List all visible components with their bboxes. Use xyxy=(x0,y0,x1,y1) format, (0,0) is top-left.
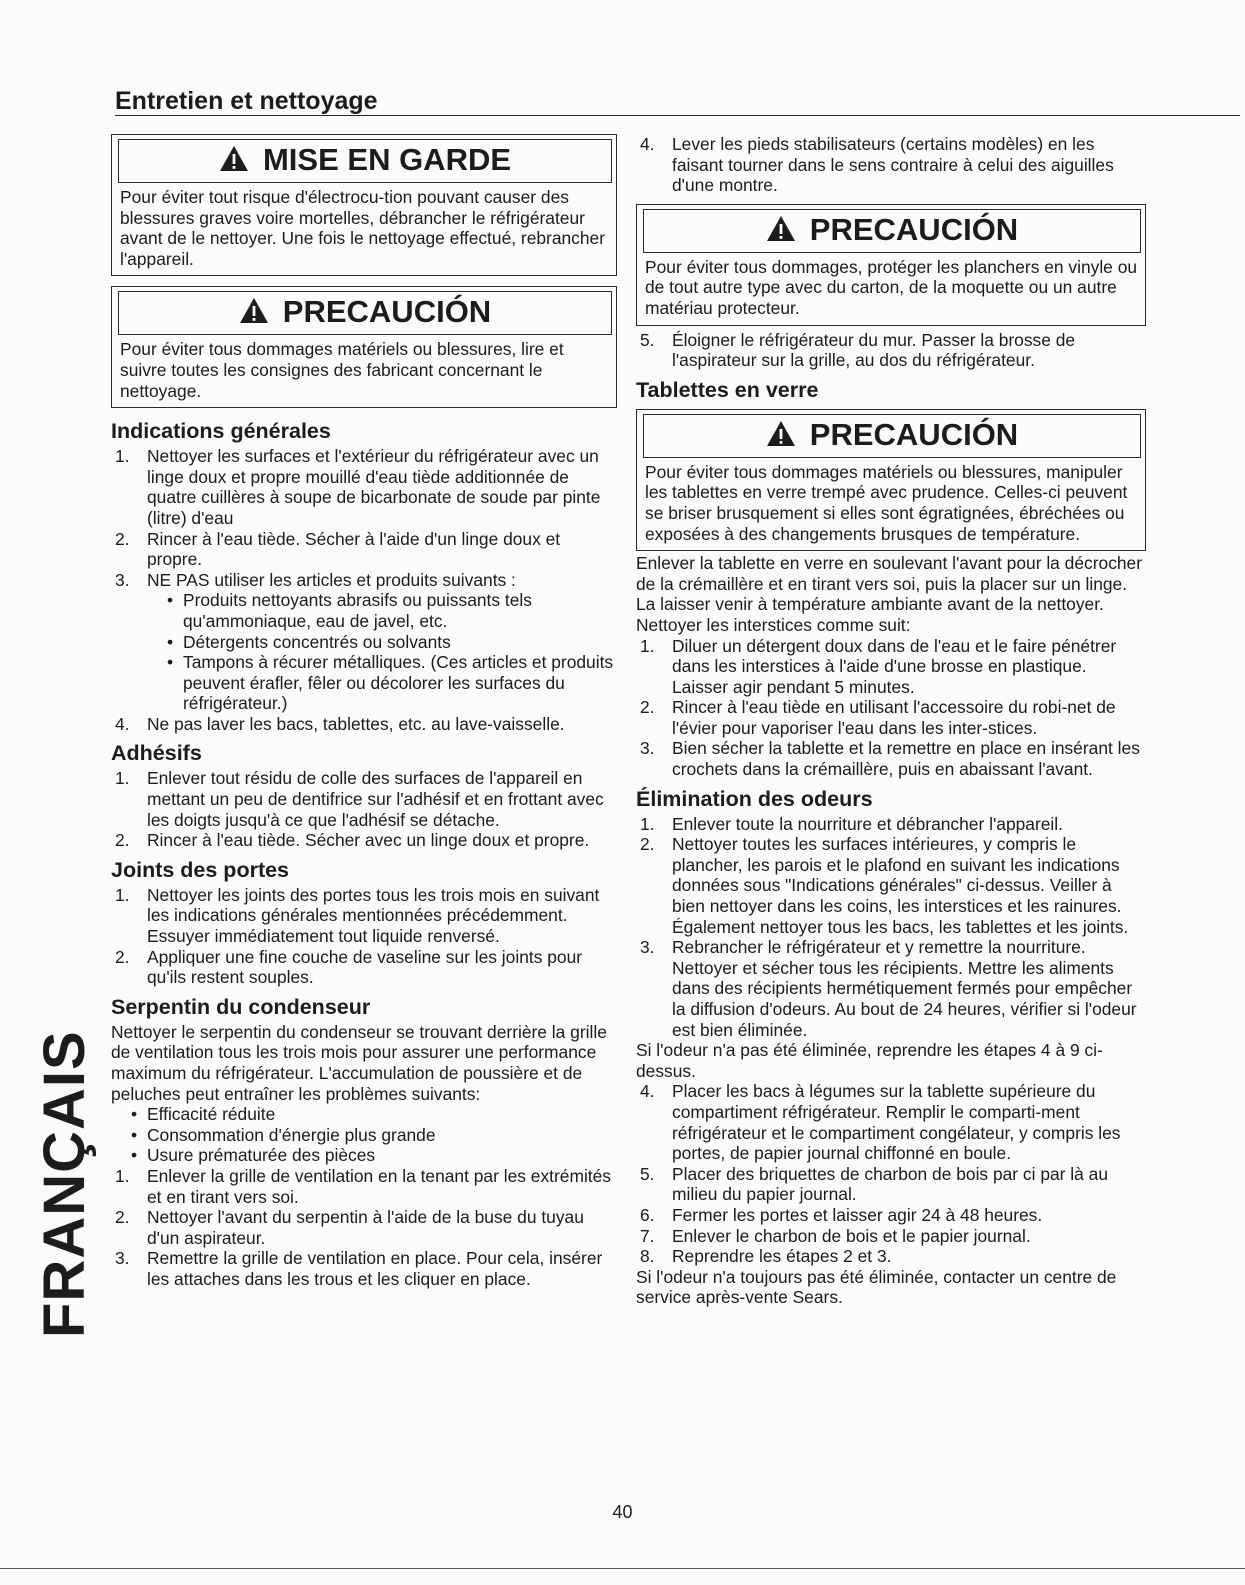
list-item xyxy=(111,768,617,830)
bullet-item: • Tampons à récurer métalliques. (Ces articles et produits peuvent érafler, fêler ou décolorer les surfaces du réfrigérateur.) xyxy=(165,652,617,714)
list-item xyxy=(111,830,617,851)
list-item xyxy=(636,937,1146,1040)
general-list xyxy=(111,446,617,734)
list-item xyxy=(636,834,1146,937)
caution-heading: PRECAUCIÓN xyxy=(282,294,492,330)
item-number: 5. xyxy=(640,329,655,350)
condenser-list xyxy=(111,1166,617,1290)
item-text: Enlever la grille de ventilation en la tenant par les extrémités et en tirant vers soi. xyxy=(147,1165,612,1207)
item-text: Placer les bacs à légumes sur la tablette supérieure du compartiment réfrigérateur. Remplir le comparti-ment réfrigérateur et le compartiment congélateur, y compris les portes, de papier journal chiffonné en boule. xyxy=(672,1081,1121,1164)
list-item xyxy=(636,1205,1146,1226)
item-number: 1. xyxy=(115,1165,130,1186)
caution-text: Pour éviter tous dommages matériels ou blessures, manipuler les tablettes en verre trempé avec prudence. Celles-ci peuvent se briser brusquement si elles sont égratignées, ébréchées ou exposées à des changements brusques de température. xyxy=(645,461,1128,544)
item-number: 2. xyxy=(640,834,655,855)
warning-triangle-icon xyxy=(219,145,249,172)
item-number: 3. xyxy=(640,738,655,759)
odors-list xyxy=(636,814,1146,1041)
bottom-rule xyxy=(0,1568,1245,1569)
caution-heading: PRECAUCIÓN xyxy=(809,211,1019,247)
caution-text: Pour éviter tous dommages matériels ou blessures, lire et suivre toutes les consignes des fabricant concernant le nettoyage. xyxy=(120,339,564,401)
language-side-label: FRANÇAIS xyxy=(32,1030,97,1338)
warning-triangle-icon xyxy=(766,420,796,447)
item-text: Ne pas laver les bacs, tablettes, etc. au lave-vaisselle. xyxy=(147,713,565,734)
item-number: 3. xyxy=(115,1248,130,1269)
item-text: Rebrancher le réfrigérateur et y remettre la nourriture. Nettoyer et sécher tous les récipients. Mettre les aliments dans des récipients hermétiquement fermés pour empêcher la diffusion d'odeurs. Au bout de 24 heures, vérifier si l'odeur est bien éliminée. xyxy=(672,937,1137,1040)
list-item xyxy=(111,947,617,988)
item-number: 2. xyxy=(115,946,130,967)
item-number: 2. xyxy=(115,528,130,549)
item-text: Éloigner le réfrigérateur du mur. Passer la brosse de l'aspirateur sur la grille, au dos du réfrigérateur. xyxy=(672,329,1076,371)
item-text: Enlever tout résidu de colle des surfaces de l'appareil en mettant un peu de dentifrice sur l'adhésif et en frottant avec les doigts jusqu'à ce que l'adhésif se détache. xyxy=(147,768,604,830)
item-number: 4. xyxy=(640,1081,655,1102)
caution-box xyxy=(111,286,617,408)
item-text: Reprendre les étapes 2 et 3. xyxy=(672,1246,892,1267)
item-number: 1. xyxy=(115,768,130,789)
bullet-item: • Détergents concentrés ou solvants xyxy=(165,632,617,653)
list-item xyxy=(111,1207,617,1248)
list-item xyxy=(111,1166,617,1207)
item-number: 1. xyxy=(115,884,130,905)
list-item xyxy=(111,529,617,570)
item-number: 7. xyxy=(640,1225,655,1246)
page-number: 40 xyxy=(612,1502,633,1522)
list-item xyxy=(636,697,1146,738)
bullet-item: • Produits nettoyants abrasifs ou puissants tels qu'ammoniaque, eau de javel, etc. xyxy=(165,590,617,631)
item-text: Enlever le charbon de bois et le papier journal. xyxy=(672,1225,1031,1246)
item-number: 1. xyxy=(640,635,655,656)
list-item xyxy=(636,1164,1146,1205)
shelves-intro-2: Nettoyer les interstices comme suit: xyxy=(636,614,911,635)
list-item xyxy=(636,636,1146,698)
item-number: 6. xyxy=(640,1204,655,1225)
item-text: Nettoyer les joints des portes tous les trois mois en suivant les indications générales mentionnées précédemment. Essuyer immédiatement tout liquide renversé. xyxy=(147,884,600,947)
list-item xyxy=(636,1246,1146,1267)
item-number: 4. xyxy=(115,713,130,734)
list-item xyxy=(636,738,1146,779)
section-heading-adhesives: Adhésifs xyxy=(111,741,202,766)
list-item xyxy=(111,570,617,714)
bullet-list xyxy=(147,590,617,714)
warning-text: Pour éviter tout risque d'électrocu-tion pouvant causer des blessures graves voire mortelles, débrancher le réfrigérateur avant de le nettoyer. Une fois le nettoyage effectué, rebrancher l'appareil. xyxy=(120,187,606,269)
shelves-intro: Enlever la tablette en verre en soulevant l'avant pour la décrocher de la crémaillère et en tirant vers soi, puis la placer sur un linge. La laisser venir à température ambiante avant de la nettoyer. xyxy=(636,553,1143,615)
left-column xyxy=(111,134,617,1290)
list-item xyxy=(636,134,1146,196)
caution-text: Pour éviter tous dommages, protéger les planchers en vinyle ou de tout autre type avec du carton, de la moquette ou un autre matériau protecteur. xyxy=(645,256,1138,318)
item-text: Rincer à l'eau tiède. Sécher à l'aide d'un linge doux et propre. xyxy=(147,528,561,570)
section-heading-odors: Élimination des odeurs xyxy=(636,786,873,811)
caution-box xyxy=(636,409,1146,551)
right-column xyxy=(636,134,1146,1308)
item-number: 1. xyxy=(115,446,130,467)
bullet-list xyxy=(111,1104,617,1166)
condenser-intro: Nettoyer le serpentin du condenseur se trouvant derrière la grille de ventilation tous les trois mois pour assurer une performance maximum du réfrigérateur. L'accumulation de poussière et de peluches peut entraîner les problèmes suivants: xyxy=(111,1021,607,1104)
section-heading-shelves: Tablettes en verre xyxy=(636,377,819,402)
item-number: 2. xyxy=(115,830,130,851)
list-item xyxy=(636,330,1146,371)
item-text: Bien sécher la tablette et la remettre en place en insérant les crochets dans la crémaillère, puis en abaissant l'avant. xyxy=(672,738,1140,780)
steps-list xyxy=(636,134,1146,196)
warning-box xyxy=(111,134,617,276)
caution-box-title xyxy=(118,291,612,335)
bullet-item: • Efficacité réduite xyxy=(129,1104,617,1125)
list-item xyxy=(636,1081,1146,1163)
section-heading-general: Indications générales xyxy=(111,419,331,444)
item-text: Rincer à l'eau tiède. Sécher avec un linge doux et propre. xyxy=(147,830,590,851)
odors-closing-note: Si l'odeur n'a toujours pas été éliminée, contacter un centre de service après-vente Sears. xyxy=(636,1266,1117,1308)
item-number: 3. xyxy=(640,937,655,958)
list-item xyxy=(111,446,617,528)
list-item xyxy=(111,714,617,735)
item-text: Diluer un détergent doux dans de l'eau et le faire pénétrer dans les interstices à l'aide d'une brosse en plastique. Laisser agir pendant 5 minutes. xyxy=(672,635,1117,697)
item-text: NE PAS utiliser les articles et produits suivants : xyxy=(147,569,516,590)
odors-middle-note: Si l'odeur n'a pas été éliminée, reprendre les étapes 4 à 9 ci-dessus. xyxy=(636,1040,1103,1081)
shelves-list xyxy=(636,636,1146,780)
item-text: Fermer les portes et laisser agir 24 à 48 heures. xyxy=(672,1204,1043,1225)
list-item xyxy=(636,814,1146,835)
item-text: Nettoyer les surfaces et l'extérieur du réfrigérateur avec un linge doux et propre mouillé d'eau tiède additionnée de quatre cuillères à soupe de bicarbonate de soude par pinte (litre) d'eau xyxy=(147,446,601,528)
steps-list xyxy=(636,330,1146,371)
item-number: 4. xyxy=(640,134,655,154)
bullet-item: • Usure prématurée des pièces xyxy=(129,1145,617,1166)
section-heading-condenser: Serpentin du condenseur xyxy=(111,994,371,1019)
item-number: 5. xyxy=(640,1163,655,1184)
caution-box xyxy=(636,204,1146,326)
item-number: 2. xyxy=(640,697,655,718)
item-number: 1. xyxy=(640,813,655,834)
item-text: Nettoyer l'avant du serpentin à l'aide de la buse du tuyau d'un aspirateur. xyxy=(147,1207,584,1248)
item-text: Rincer à l'eau tiède en utilisant l'accessoire du robi-net de l'évier pour vaporiser l'eau dans les inter-stices. xyxy=(672,697,1116,738)
item-text: Remettre la grille de ventilation en place. Pour cela, insérer les attaches dans les trous et les cliquer en place. xyxy=(147,1248,603,1289)
item-text: Lever les pieds stabilisateurs (certains modèles) en les faisant tourner dans le sens contraire à celui des aiguilles d'une montre. xyxy=(672,134,1114,196)
item-number: 3. xyxy=(115,569,130,590)
caution-box-title xyxy=(643,414,1141,458)
item-number: 8. xyxy=(640,1246,655,1267)
item-number: 2. xyxy=(115,1207,130,1228)
odors-list-2 xyxy=(636,1081,1146,1266)
warning-triangle-icon xyxy=(766,215,796,242)
list-item xyxy=(636,1226,1146,1247)
caution-box-title xyxy=(643,209,1141,253)
item-text: Enlever toute la nourriture et débrancher l'appareil. xyxy=(672,813,1063,834)
caution-heading: PRECAUCIÓN xyxy=(809,416,1019,452)
warning-heading: MISE EN GARDE xyxy=(262,142,512,177)
list-item xyxy=(111,1248,617,1289)
bullet-item: • Consommation d'énergie plus grande xyxy=(129,1125,617,1146)
title-rule xyxy=(115,115,1240,116)
item-text: Placer des briquettes de charbon de bois par ci par là au milieu du papier journal. xyxy=(672,1163,1108,1205)
section-heading-gaskets: Joints des portes xyxy=(111,857,290,882)
warning-triangle-icon xyxy=(239,297,269,324)
warning-box-title xyxy=(118,139,612,183)
adhesives-list xyxy=(111,768,617,850)
list-item xyxy=(111,885,617,947)
gaskets-list xyxy=(111,885,617,988)
item-text: Appliquer une fine couche de vaseline sur les joints pour qu'ils restent souples. xyxy=(147,946,583,988)
page-title: Entretien et nettoyage xyxy=(115,87,378,115)
item-text: Nettoyer toutes les surfaces intérieures, y compris le plancher, les parois et le plafond en suivant les indications données sous "Indications générales" ci-dessus. Veiller à bien nettoyer dans les coins, les interstices et les rainures. Également nettoyer tous les bacs, les tablettes et les joints. xyxy=(672,834,1129,937)
